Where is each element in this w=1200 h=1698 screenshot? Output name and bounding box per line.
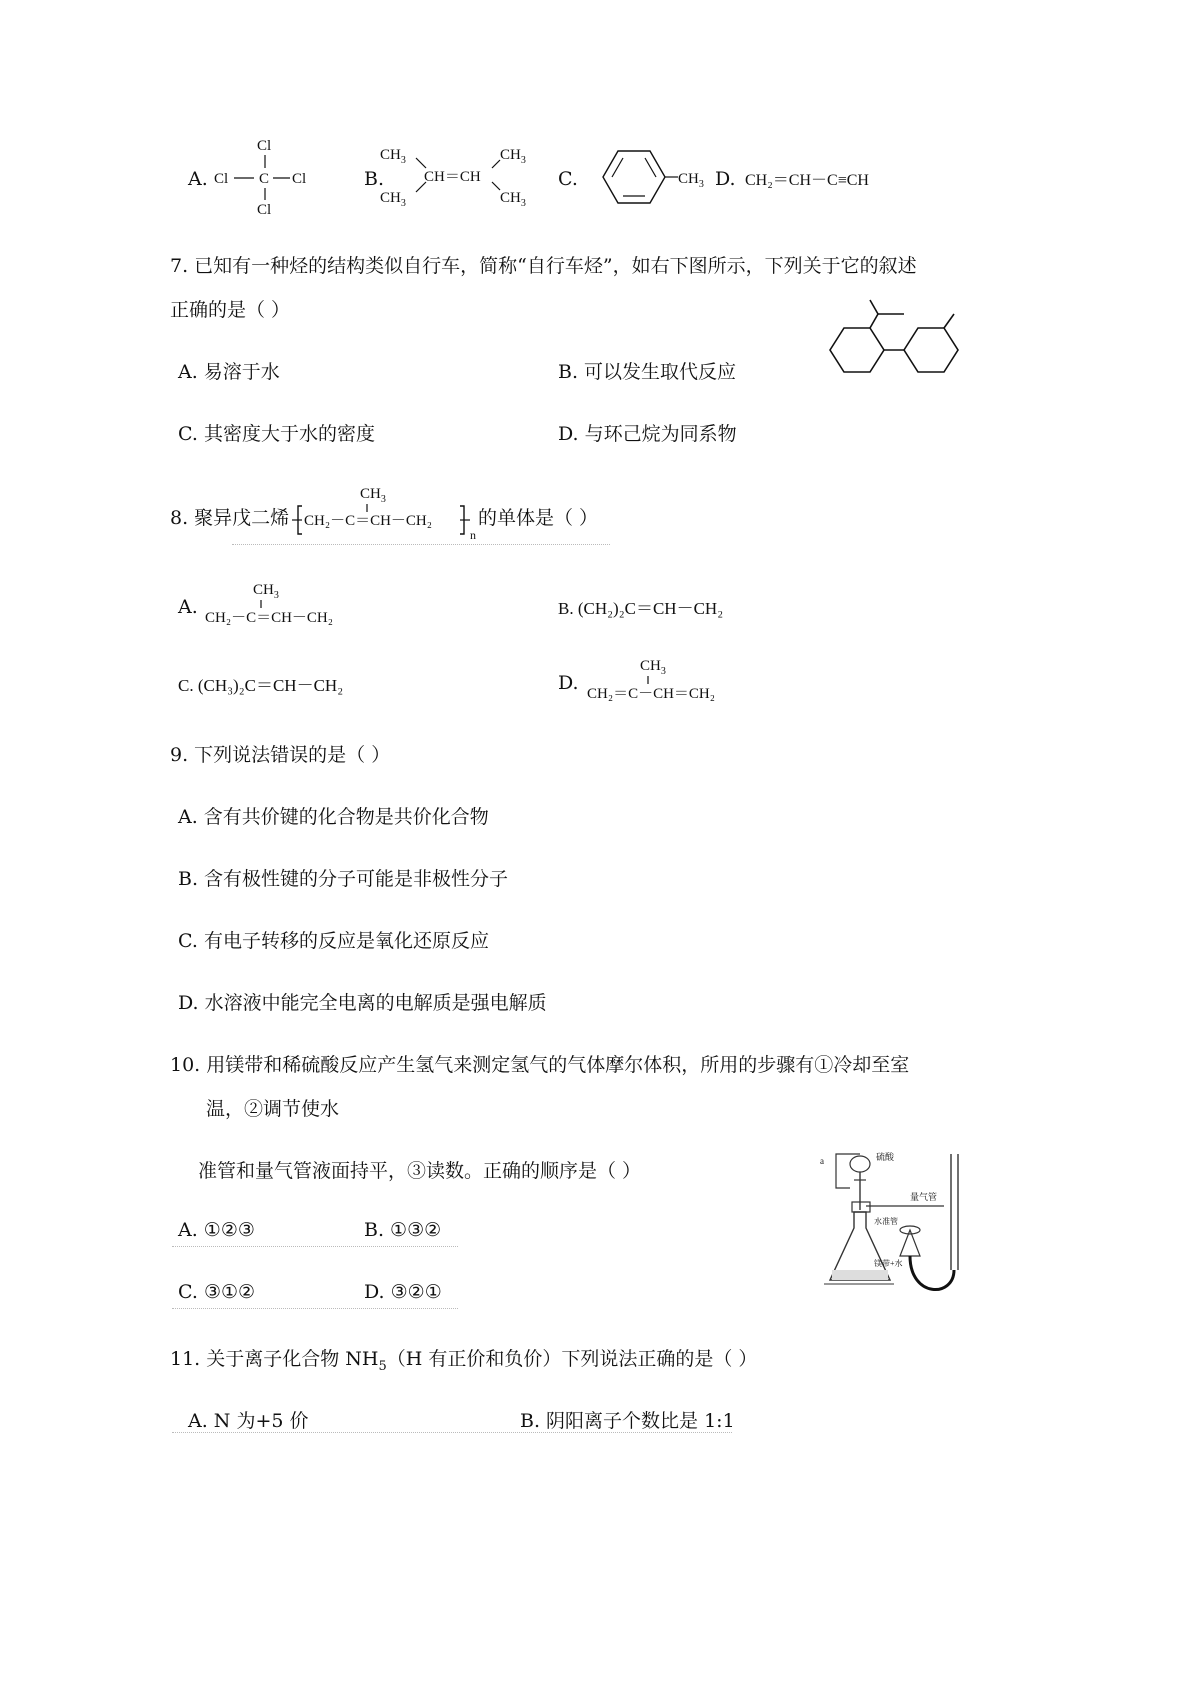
ch3-substituent: $CH_3$ xyxy=(678,171,704,190)
q11-option-b: B. 阴阳离子个数比是 1:1 xyxy=(520,1410,735,1432)
q6-option-c xyxy=(558,168,578,190)
label-a: a xyxy=(820,1156,824,1166)
q11-stem-suffix: （H 有正价和负价）下列说法正确的是（ ） xyxy=(386,1348,758,1370)
ch-eq-ch: CH＝CH xyxy=(424,169,481,185)
c-center: C xyxy=(259,171,270,187)
ch3-bottom-right: $CH_3$ xyxy=(500,190,526,209)
q8-stem-prefix: 8. 聚异戊二烯 xyxy=(170,507,290,529)
q9-option-d: D. 水溶液中能完全电离的电解质是强电解质 xyxy=(178,992,547,1014)
label-acid: 硫酸 xyxy=(876,1152,895,1162)
label-mg: 镁带+水 xyxy=(874,1259,903,1268)
q8-option-c: C. (CH₃)₂C＝CH－CH₂ xyxy=(178,676,344,695)
gas-volume-apparatus xyxy=(814,1148,974,1298)
q11-dotted-line xyxy=(172,1432,732,1433)
q7-option-b: B. 可以发生取代反应 xyxy=(558,361,737,383)
q10-stem-line3: 准管和量气管液面持平，③读数。正确的顺序是（ ） xyxy=(198,1160,642,1182)
svg-text:CH3: $CH_3$ xyxy=(640,658,666,677)
option-label: D. xyxy=(715,168,736,190)
q10-option-c: C. ③①② xyxy=(178,1281,256,1303)
q10-stem-line1: 10. 用镁带和稀硫酸反应产生氢气来测定氢气的气体摩尔体积，所用的步骤有①冷却至室 xyxy=(170,1054,910,1076)
polymer-n: n xyxy=(470,528,476,542)
cl-right: Cl xyxy=(292,171,307,187)
ch3-branch: $CH_3$ xyxy=(360,486,386,505)
svg-text:CH3: $CH_3$ xyxy=(253,582,279,601)
label-gas-tube: 量气管 xyxy=(910,1192,938,1202)
ccl4-structure xyxy=(212,136,312,216)
q6-option-a xyxy=(188,168,208,190)
q10-dotted-line-1 xyxy=(172,1246,458,1247)
q6-option-d xyxy=(715,168,736,190)
ch3-bottom-left: $CH_3$ xyxy=(380,190,406,209)
q11-option-a: A. N 为+5 价 xyxy=(188,1410,309,1432)
q10-stem-line2: 温，②调节使水 xyxy=(206,1098,340,1120)
q9-option-b: B. 含有极性键的分子可能是非极性分子 xyxy=(178,868,509,890)
option-label: C. xyxy=(558,168,578,190)
q8-option-b: B. (CH₂)₂C＝CH－CH₂ xyxy=(558,599,724,618)
option-d-chain: CH₂＝C－CH＝CH₂ xyxy=(587,686,715,702)
q10-option-d: D. ③②① xyxy=(364,1281,442,1303)
isoprene-structure xyxy=(587,656,777,706)
option-label: A. xyxy=(188,168,208,190)
q7-stem-line2: 正确的是（ ） xyxy=(170,299,291,321)
q8-dotted-line xyxy=(232,544,610,545)
label-water-tube: 水准管 xyxy=(874,1217,898,1226)
q7-option-a: A. 易溶于水 xyxy=(178,361,280,383)
q7-option-d: D. 与环己烷为同系物 xyxy=(558,423,737,445)
q10-option-b: B. ①③② xyxy=(364,1219,442,1241)
q11-stem xyxy=(170,1344,757,1374)
option-label: B. xyxy=(364,168,385,190)
cl-left: Cl xyxy=(214,171,229,187)
q7-stem-line1: 7. 已知有一种烃的结构类似自行车，简称“自行车烃”，如右下图所示，下列关于它的叙述 xyxy=(170,255,917,277)
q10-dotted-line-2 xyxy=(172,1308,458,1309)
cl-bottom: Cl xyxy=(257,202,272,218)
cl-top: Cl xyxy=(257,138,272,154)
q10-option-a: A. ①②③ xyxy=(178,1219,255,1241)
vinylacetylene-formula: CH₂＝CH－C≡CH xyxy=(745,172,869,189)
polyisoprene-structure xyxy=(292,484,492,544)
option-a-chain: CH₂－C＝CH－CH₂ xyxy=(205,610,333,626)
q9-option-c: C. 有电子转移的反应是氧化还原反应 xyxy=(178,930,489,952)
q8-stem-suffix: 的单体是（ ） xyxy=(478,507,599,529)
dimethylbutene-structure xyxy=(380,142,560,212)
q8-option-d-label: D. xyxy=(558,672,579,694)
q9-option-a: A. 含有共价键的化合物是共价化合物 xyxy=(178,806,489,828)
q11-stem-prefix: 11. 关于离子化合物 NH xyxy=(170,1348,379,1370)
ch3-top-left: $CH_3$ xyxy=(380,147,406,166)
q9-stem: 9. 下列说法错误的是（ ） xyxy=(170,744,391,766)
q11-stem-sub: 5 xyxy=(378,1358,387,1374)
polymer-chain: CH₂－C＝CH－CH₂ xyxy=(304,513,432,529)
ch3-top-right: $CH_3$ xyxy=(500,147,526,166)
bicycle-hydrocarbon-structure xyxy=(826,288,966,388)
q7-option-c: C. 其密度大于水的密度 xyxy=(178,423,375,445)
q8-option-a-label: A. xyxy=(178,596,198,618)
q8-option-a-structure xyxy=(205,580,375,630)
